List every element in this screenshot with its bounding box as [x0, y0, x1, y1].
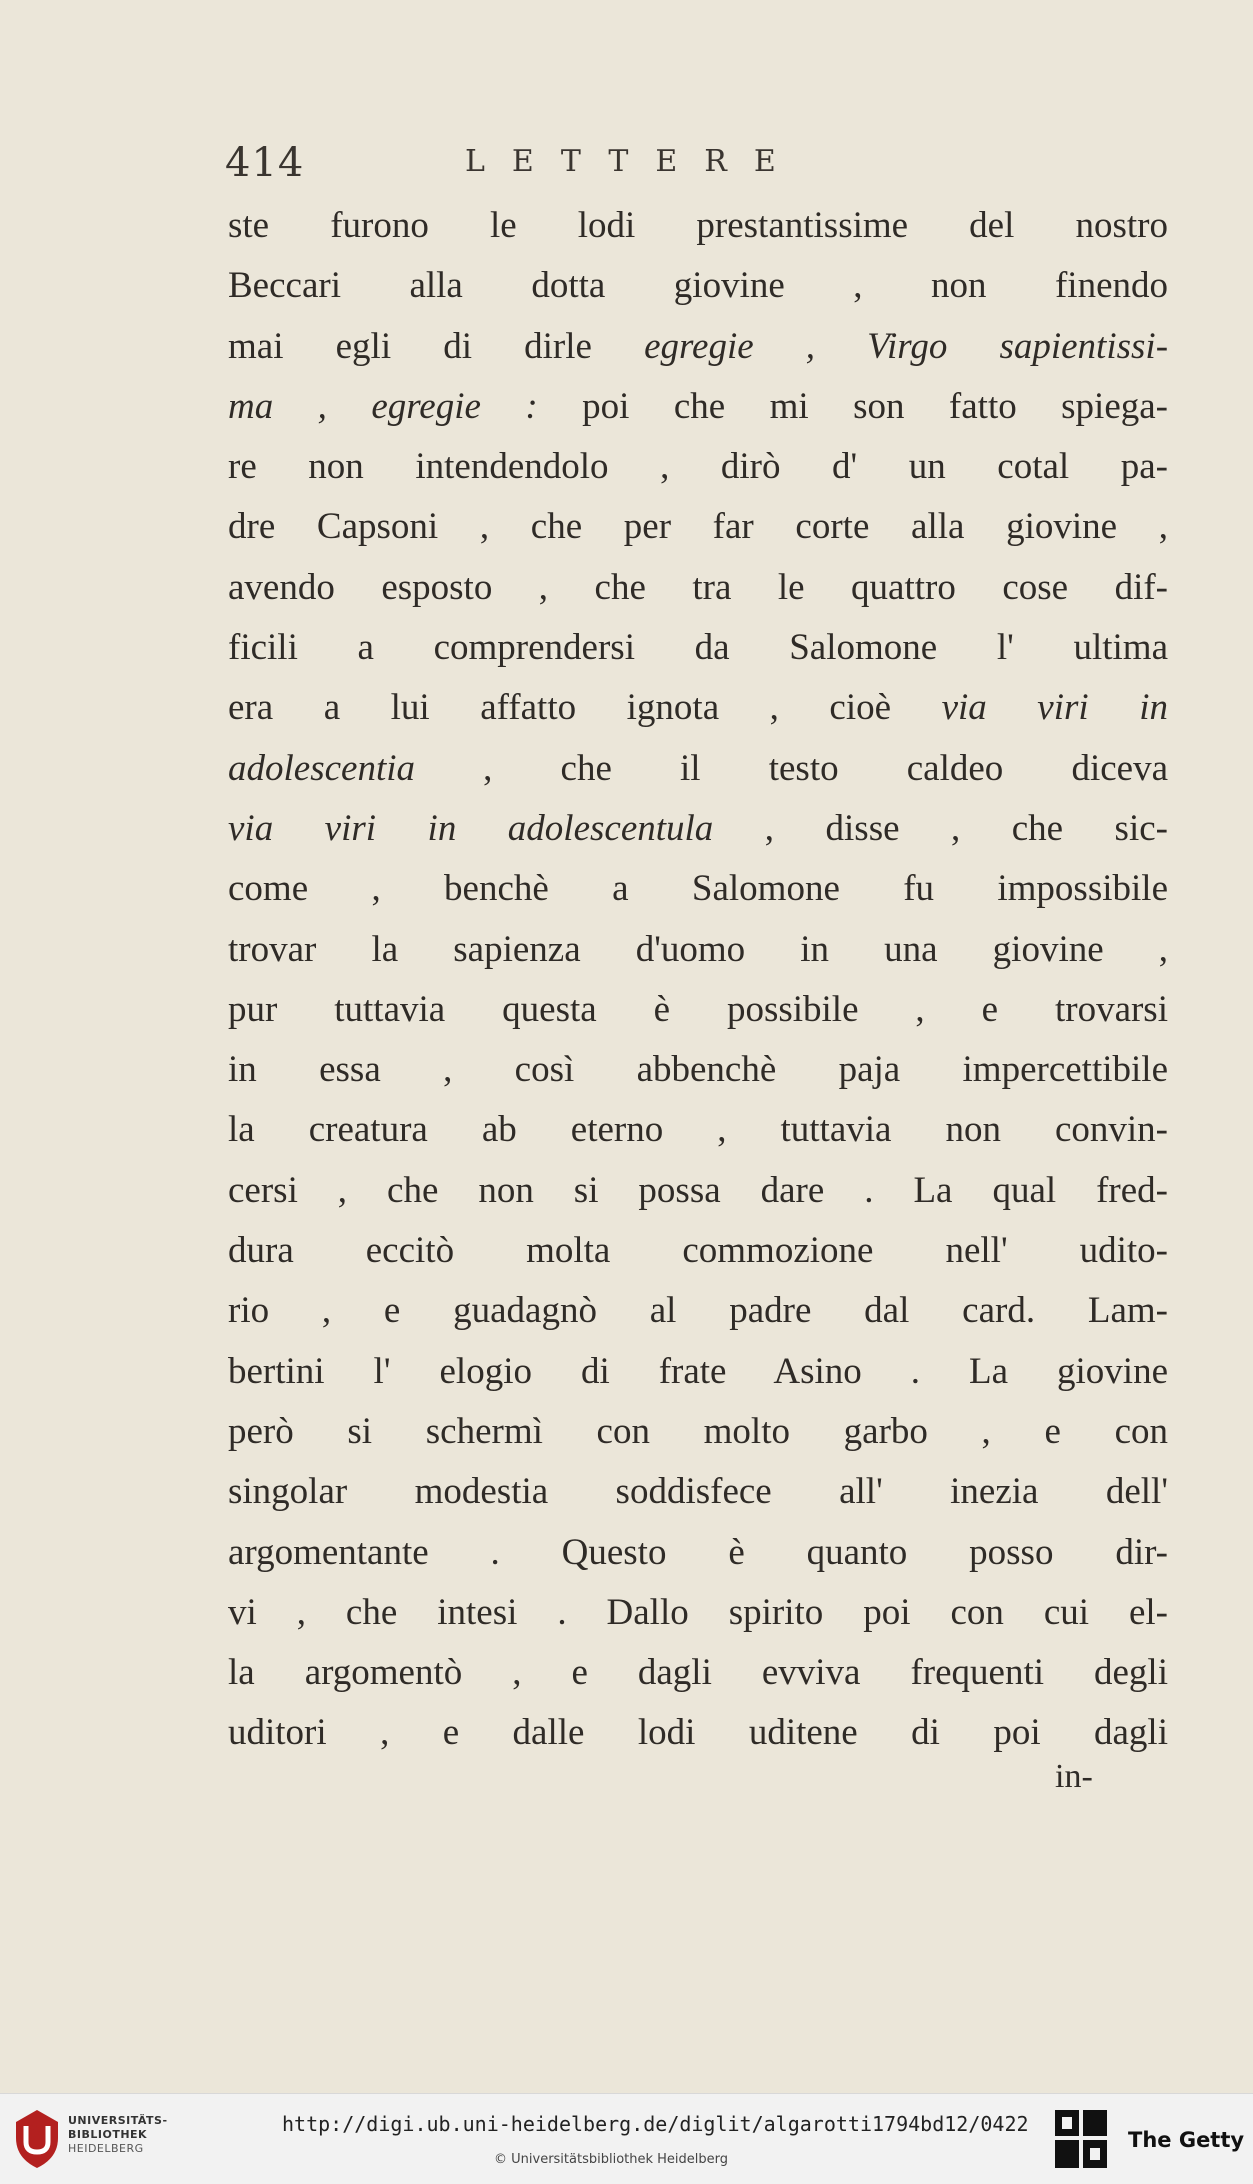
- text-segment: rio , e guadagnò al padre dal card. Lam-: [228, 1290, 1168, 1332]
- text-line: [228, 618, 1168, 678]
- text-segment: avendo esposto , che tra le quattro cose dif-: [228, 566, 1168, 608]
- text-segment: trovar la sapienza d'uomo in una giovine ,: [228, 928, 1168, 970]
- text-line: [228, 1221, 1168, 1281]
- text-segment: dre Capsoni , che per far corte alla giovine ,: [228, 506, 1168, 548]
- text-line: [228, 196, 1168, 256]
- text-line: [228, 1100, 1168, 1160]
- text-segment: come , benchè a Salomone fu impossibile: [228, 868, 1168, 910]
- text-line: [228, 1281, 1168, 1341]
- text-segment: la creatura ab eterno , tuttavia non convin-: [228, 1109, 1168, 1151]
- italic-text-segment: via viri in: [941, 687, 1168, 729]
- text-segment: , disse , che sic-: [713, 807, 1168, 849]
- permalink-url[interactable]: http://digi.ub.uni-heidelberg.de/diglit/algarotti1794bd12/0422: [282, 2112, 1029, 2136]
- partner-name: The Getty: [1128, 2128, 1245, 2152]
- text-line: [228, 1161, 1168, 1221]
- italic-text-segment: egregie , Virgo sapientissi-: [644, 325, 1169, 367]
- running-title: LETTERE: [465, 144, 803, 179]
- university-library-logo-icon: [14, 2108, 60, 2170]
- text-line: [228, 1040, 1168, 1100]
- text-segment: mai egli di dirle: [228, 325, 645, 367]
- italic-text-segment: adolescentia: [228, 747, 416, 789]
- text-line: [228, 497, 1168, 557]
- text-segment: pur tuttavia questa è possibile , e trovarsi: [228, 988, 1168, 1030]
- text-line: [228, 317, 1168, 377]
- text-segment: bertini l' elogio di frate Asino . La giovine: [228, 1350, 1168, 1392]
- text-line: [228, 437, 1168, 497]
- copyright-notice: © Universitätsbibliothek Heidelberg: [494, 2152, 729, 2167]
- text-segment: , che il testo caldeo diceva: [415, 747, 1168, 789]
- text-line: [228, 1703, 1168, 1763]
- library-name: UNIVERSITÄTS- BIBLIOTHEK HEIDELBERG: [68, 2114, 168, 2155]
- text-segment: vi , che intesi . Dallo spirito poi con cui el-: [228, 1591, 1168, 1633]
- text-segment: però si schermì con molto garbo , e con: [228, 1410, 1168, 1452]
- italic-text-segment: via viri in adolescentula: [228, 807, 714, 849]
- viewer-footer: [0, 2093, 1253, 2184]
- text-line: [228, 920, 1168, 980]
- text-segment: ste furono le lodi prestantissime del nostro: [228, 205, 1168, 246]
- text-segment: argomentante . Questo è quanto posso dir-: [228, 1531, 1168, 1573]
- text-segment: in essa , così abbenchè paja impercettibile: [228, 1049, 1168, 1091]
- text-line: [228, 1583, 1168, 1643]
- getty-logo-icon: [1053, 2108, 1109, 2170]
- text-segment: la argomentò , e dagli evviva frequenti degli: [228, 1652, 1168, 1694]
- text-line: [228, 377, 1168, 437]
- text-segment: ficili a comprendersi da Salomone l' ultima: [228, 627, 1168, 669]
- text-line: [228, 1523, 1168, 1583]
- text-line: [228, 799, 1168, 859]
- text-segment: singolar modestia soddisfece all' inezia dell': [228, 1471, 1168, 1513]
- text-segment: cersi , che non si possa dare . La qual fred-: [228, 1169, 1168, 1211]
- text-line: [228, 558, 1168, 618]
- italic-text-segment: ma , egregie :: [228, 385, 538, 427]
- letter-body-text: [228, 196, 1168, 1764]
- text-segment: era a lui affatto ignota , cioè: [228, 687, 942, 729]
- text-line: [228, 980, 1168, 1040]
- text-line: [228, 1643, 1168, 1703]
- catchword: in-: [1055, 1758, 1093, 1795]
- text-segment: uditori , e dalle lodi uditene di poi dagli: [228, 1712, 1168, 1754]
- text-line: [228, 678, 1168, 738]
- text-line: [228, 1462, 1168, 1522]
- page-number: 414: [225, 140, 305, 186]
- text-line: [228, 859, 1168, 919]
- text-line: [228, 1402, 1168, 1462]
- text-line: [228, 739, 1168, 799]
- text-line: [228, 256, 1168, 316]
- text-segment: dura eccitò molta commozione nell' udito-: [228, 1230, 1168, 1272]
- text-segment: Beccari alla dotta giovine , non finendo: [228, 265, 1168, 307]
- text-segment: re non intendendolo , dirò d' un cotal pa-: [228, 446, 1168, 488]
- text-segment: poi che mi son fatto spiega-: [537, 385, 1168, 427]
- text-line: [228, 1342, 1168, 1402]
